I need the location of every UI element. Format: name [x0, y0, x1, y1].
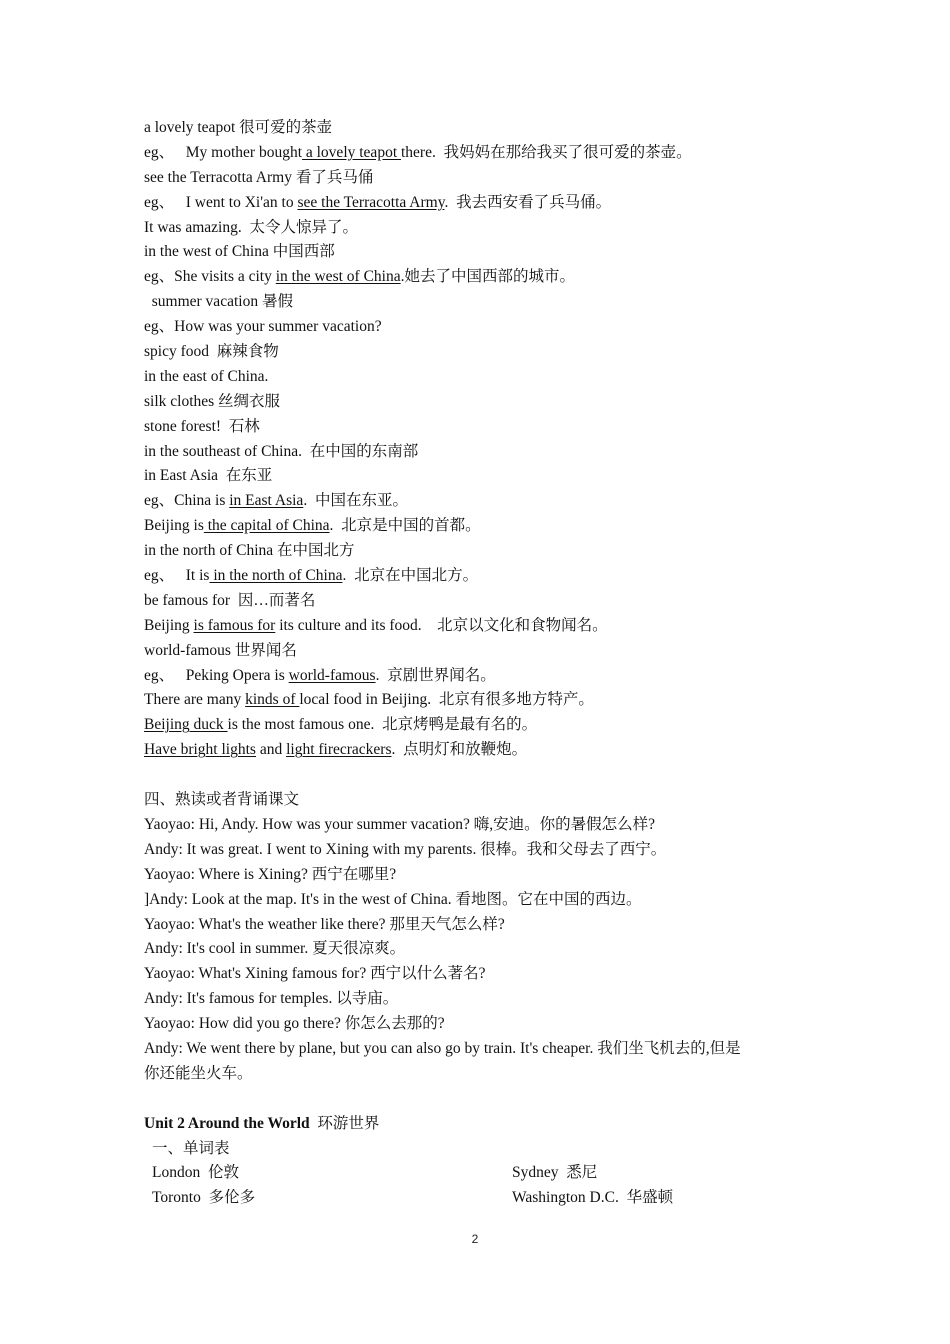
- text-segment: in East Asia 在东亚: [144, 467, 273, 485]
- text-segment: eg、 I went to Xi'an to: [144, 193, 298, 211]
- text-segment: in the southeast of China. 在中国的东南部: [144, 442, 419, 460]
- page-content: [144, 116, 824, 1211]
- text-segment: eg、 My mother bought: [144, 143, 302, 161]
- phrase-line: [144, 539, 824, 564]
- phrase-line: [144, 141, 824, 166]
- phrase-line: [144, 514, 824, 539]
- section-heading: 四、熟读或者背诵课文: [144, 791, 300, 809]
- dialogue-line: Andy: It's famous for temples. 以寺庙。: [144, 990, 399, 1008]
- phrase-list: [144, 116, 824, 763]
- text-segment: world-famous 世界闻名: [144, 641, 297, 659]
- phrase-line: [144, 290, 824, 315]
- blank-line: [144, 1087, 824, 1112]
- phrase-line: [144, 614, 824, 639]
- text-segment: in the north of China 在中国北方: [144, 542, 355, 560]
- dialogue-line: Yaoyao: What's Xining famous for? 西宁以什么著名?: [144, 965, 486, 983]
- dialogue-line: 你还能坐火车。: [144, 1064, 253, 1082]
- underlined-phrase: see the Terracotta Army: [297, 193, 445, 211]
- dialogue-line: Andy: It was great. I went to Xining with my parents. 很棒。我和父母去了西宁。: [144, 840, 667, 858]
- underlined-phrase: kinds of: [245, 691, 300, 709]
- vocab-word: Sydney 悉尼: [512, 1164, 598, 1182]
- vocab-row: [144, 1186, 824, 1211]
- underlined-phrase: in East Asia: [229, 492, 304, 510]
- underlined-phrase: in the north of China: [209, 567, 343, 585]
- blank-line: [144, 763, 824, 788]
- phrase-line: [144, 564, 824, 589]
- text-segment: a lovely teapot 很可爱的茶壶: [144, 119, 333, 136]
- phrase-line: [144, 315, 824, 340]
- text-segment: is the most famous one. 北京烤鸭是最有名的。: [227, 716, 538, 734]
- vocab-table: [144, 1161, 824, 1211]
- underlined-phrase: in the west of China: [275, 268, 401, 286]
- phrase-line: [144, 664, 824, 689]
- text-segment: . 北京在中国北方。: [342, 567, 479, 585]
- text-segment: eg、How was your summer vacation?: [144, 318, 382, 336]
- text-segment: in the east of China.: [144, 367, 269, 385]
- underlined-phrase: world-famous: [288, 666, 376, 684]
- text-segment: local food in Beijing. 北京有很多地方特产。: [299, 691, 594, 709]
- phrase-line: [144, 390, 824, 415]
- underlined-phrase: light firecrackers: [286, 741, 392, 759]
- underlined-phrase: Beijing duck: [144, 716, 228, 734]
- underlined-phrase: is famous for: [193, 616, 276, 634]
- phrase-line: [144, 365, 824, 390]
- text-segment: . 京剧世界闻名。: [375, 666, 496, 684]
- phrase-line: [144, 240, 824, 265]
- dialogue-line: Yaoyao: What's the weather like there? 那里天气怎么样?: [144, 915, 505, 933]
- text-segment: its culture and its food. 北京以文化和食物闻名。: [275, 616, 608, 634]
- text-segment: eg、China is: [144, 492, 230, 510]
- text-segment: see the Terracotta Army 看了兵马俑: [144, 168, 374, 186]
- unit-title: Unit 2 Around the World: [144, 1114, 310, 1132]
- text-segment: It was amazing. 太令人惊异了。: [144, 218, 358, 236]
- phrase-line: [144, 464, 824, 489]
- vocab-row: [144, 1161, 824, 1186]
- vocab-word: Toronto 多伦多: [152, 1189, 256, 1207]
- phrase-line: [144, 688, 824, 713]
- unit-title-cn: 环游世界: [309, 1114, 380, 1132]
- phrase-line: [144, 166, 824, 191]
- text-segment: There are many: [144, 691, 246, 709]
- phrase-line: [144, 738, 824, 763]
- phrase-line: [144, 340, 824, 365]
- text-segment: there. 我妈妈在那给我买了很可爱的茶壶。: [401, 143, 692, 161]
- phrase-line: [144, 639, 824, 664]
- text-segment: silk clothes 丝绸衣服: [144, 392, 281, 410]
- text-segment: in the west of China 中国西部: [144, 243, 335, 261]
- text-segment: . 北京是中国的首都。: [329, 517, 481, 535]
- underlined-phrase: the capital of China: [203, 517, 330, 535]
- dialogue-line: ]Andy: Look at the map. It's in the west of China. 看地图。它在中国的西边。: [144, 890, 642, 908]
- text-segment: eg、 Peking Opera is: [144, 666, 289, 684]
- text-segment: . 我去西安看了兵马俑。: [444, 193, 612, 211]
- vocab-heading: 一、单词表: [152, 1139, 230, 1157]
- vocab-word: London 伦敦: [152, 1164, 239, 1182]
- phrase-line: [144, 216, 824, 241]
- dialogue-line: Yaoyao: Where is Xining? 西宁在哪里?: [144, 865, 397, 883]
- phrase-line: [144, 415, 824, 440]
- dialogue: [144, 813, 824, 1037]
- text-segment: be famous for 因…而著名: [144, 591, 316, 609]
- text-segment: Beijing: [144, 616, 194, 634]
- dialogue-line: Andy: It's cool in summer. 夏天很凉爽。: [144, 940, 406, 958]
- text-segment: eg、She visits a city: [144, 268, 276, 286]
- text-segment: eg、 It is: [144, 567, 210, 585]
- phrase-line: [144, 116, 824, 141]
- vocab-word: Washington D.C. 华盛顿: [512, 1189, 674, 1207]
- text-segment: Beijing is: [144, 517, 204, 535]
- text-segment: summer vacation 暑假: [144, 293, 293, 311]
- underlined-phrase: a lovely teapot: [302, 143, 401, 161]
- dialogue-line: Andy: We went there by plane, but you can also go by train. It's cheaper. 我们坐飞机去的,但是: [144, 1039, 741, 1057]
- phrase-line: [144, 489, 824, 514]
- text-segment: and: [255, 741, 287, 759]
- phrase-line: [144, 440, 824, 465]
- page-number: 2: [471, 1232, 479, 1246]
- phrase-line: [144, 713, 824, 738]
- phrase-line: [144, 191, 824, 216]
- underlined-phrase: Have bright lights: [144, 741, 256, 759]
- dialogue-line: Yaoyao: How did you go there? 你怎么去那的?: [144, 1015, 445, 1033]
- text-segment: . 点明灯和放鞭炮。: [391, 741, 528, 759]
- unit-heading: [144, 1112, 824, 1137]
- phrase-line: [144, 589, 824, 614]
- phrase-line: [144, 265, 824, 290]
- dialogue-line: Yaoyao: Hi, Andy. How was your summer vacation? 嗨,安迪。你的暑假怎么样?: [144, 815, 656, 833]
- text-segment: . 中国在东亚。: [303, 492, 408, 510]
- text-segment: spicy food 麻辣食物: [144, 343, 279, 361]
- text-segment: .她去了中国西部的城市。: [400, 268, 575, 286]
- text-segment: stone forest! 石林: [144, 417, 260, 435]
